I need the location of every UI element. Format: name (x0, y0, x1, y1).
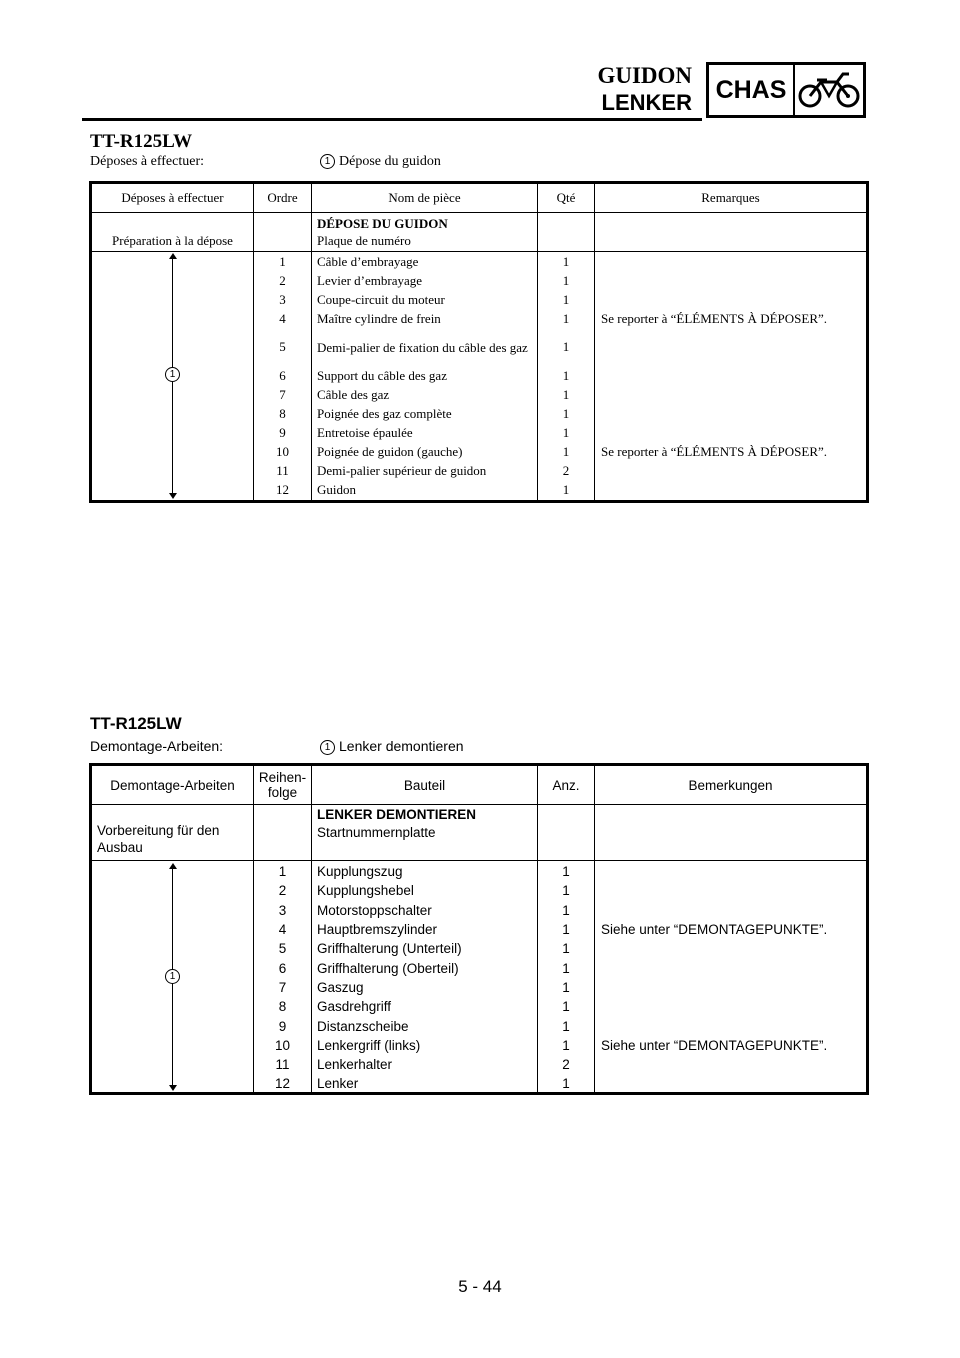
part-name-cell: Griffhalterung (Oberteil) (317, 960, 459, 976)
column-header: Qté (538, 184, 595, 212)
order-column (254, 861, 312, 1092)
order-cell: 2 (278, 883, 287, 899)
order-cell: 9 (279, 424, 286, 440)
arrow-up-icon (169, 253, 177, 259)
remark-cell: Siehe unter “DEMONTAGEPUNKTE”. (601, 922, 828, 937)
qty-cell: 1 (562, 864, 570, 880)
part-name-cell: Lenkergriff (links) (317, 1037, 421, 1053)
preparation-row (92, 805, 866, 861)
german-sub-line (90, 738, 464, 754)
step-number-badge: 1 (320, 740, 335, 755)
order-cell: 7 (278, 979, 287, 995)
qty-cell: 1 (562, 253, 570, 269)
remarks-column (595, 861, 866, 1092)
part-name-cell: Câble des gaz (317, 386, 390, 402)
remark-cell: Se reporter à “ÉLÉMENTS À DÉPOSER”. (601, 444, 828, 459)
prep-label: Préparation à la dépose (92, 213, 254, 251)
section-badge (706, 62, 866, 118)
part-name-cell: Entretoise épaulée (317, 424, 413, 440)
order-cell: 11 (276, 462, 289, 478)
qty-cell: 1 (562, 291, 570, 307)
order-cell: 8 (278, 999, 287, 1015)
part-name-cell: Lenker (317, 1076, 359, 1092)
page-number: 5 - 44 (458, 1277, 502, 1296)
column-header: Bauteil (312, 766, 538, 804)
part-name-cell: Maître cylindre de frein (317, 310, 441, 326)
column-header: Demontage-Arbeiten (92, 766, 254, 804)
remark-cell: Siehe unter “DEMONTAGEPUNKTE”. (601, 1038, 828, 1053)
french-step-text: Dépose du guidon (339, 154, 441, 169)
part-name-cell: Support du câble des gaz (317, 367, 447, 383)
qty-cell: 1 (562, 272, 570, 288)
qty-column (538, 861, 595, 1092)
prep-item: Startnummernplatte (317, 825, 436, 840)
remarks-column (595, 252, 866, 500)
part-name-cell: Distanzscheibe (317, 1018, 409, 1034)
order-cell: 1 (279, 253, 286, 269)
order-cell: 6 (279, 367, 286, 383)
qty-cell: 1 (562, 1076, 570, 1092)
order-cell: 9 (278, 1018, 287, 1034)
part-name-cell: Demi-palier supérieur de guidon (317, 462, 487, 478)
qty-cell: 1 (562, 443, 570, 459)
part-name-cell: Poignée des gaz complète (317, 405, 452, 421)
part-name-cell: Motorstoppschalter (317, 902, 432, 918)
order-cell: 4 (279, 310, 286, 326)
part-name-cell: Hauptbremszylinder (317, 922, 438, 938)
table-header (92, 184, 866, 213)
part-name-cell: Coupe-circuit du moteur (317, 291, 445, 307)
column-header: Remarques (701, 190, 760, 205)
part-name-cell: Câble d’embrayage (317, 253, 419, 269)
prep-label: Vorbereitung für den Ausbau (92, 805, 254, 860)
order-cell: 12 (274, 1076, 291, 1092)
order-cell: 3 (278, 902, 287, 918)
qty-cell: 1 (562, 883, 570, 899)
qty-cell: 1 (562, 941, 570, 957)
qty-cell: 1 (562, 310, 570, 326)
qty-cell: 1 (562, 922, 570, 938)
qty-cell: 1 (562, 902, 570, 918)
part-name-cell: Levier d’embrayage (317, 272, 423, 288)
qty-cell: 1 (562, 367, 570, 383)
steps-body (92, 252, 866, 500)
part-name-cell: Gasdrehgriff (317, 999, 392, 1015)
prep-bold-title: LENKER DEMONTIEREN (317, 807, 477, 822)
french-model-title: TT-R125LW (90, 131, 193, 152)
order-cell: 5 (279, 339, 286, 354)
steps-body (92, 861, 866, 1092)
german-model-title: TT-R125LW (90, 714, 182, 733)
column-header: Nom de pièce (312, 184, 538, 212)
part-name-cell: Kupplungszug (317, 864, 403, 880)
order-cell: 11 (275, 1057, 290, 1073)
qty-cell: 1 (562, 339, 570, 354)
order-cell: 2 (279, 272, 286, 288)
order-cell: 6 (278, 960, 287, 976)
order-cell: 7 (279, 386, 286, 402)
page-header-title (597, 62, 692, 116)
qty-cell: 1 (562, 386, 570, 402)
order-cell: 4 (278, 922, 287, 938)
qty-cell: 1 (562, 960, 570, 976)
qty-cell: 1 (562, 1018, 570, 1034)
table-header (92, 766, 866, 805)
part-name-cell: Gaszug (317, 979, 364, 995)
column-header: Ordre (254, 184, 312, 212)
arrow-up-icon (169, 863, 177, 869)
part-name-cell: Griffhalterung (Unterteil) (317, 941, 462, 957)
remark-cell: Se reporter à “ÉLÉMENTS À DÉPOSER”. (601, 311, 828, 326)
step-group-column (92, 861, 254, 1092)
section-label: CHAS (709, 65, 795, 115)
qty-cell: 1 (562, 979, 570, 995)
order-cell: 10 (276, 443, 289, 459)
part-name-cell: Poignée de guidon (gauche) (317, 443, 463, 459)
column-header: Déposes à effectuer (92, 184, 254, 212)
french-sub-line (90, 154, 441, 170)
part-name-column (312, 252, 538, 500)
part-name-cell: Demi-palier de fixation du câble des gaz (317, 339, 528, 355)
part-name-column (312, 861, 538, 1092)
order-cell: 1 (278, 864, 287, 880)
qty-cell: 2 (562, 462, 570, 478)
order-cell: 5 (278, 941, 287, 957)
step-group-column (92, 252, 254, 500)
preparation-row (92, 213, 866, 252)
column-header: Bemerkungen (688, 777, 773, 793)
qty-cell: 1 (562, 405, 570, 421)
column-header: Reihen-folge (254, 766, 312, 804)
step-number-badge: 1 (165, 969, 180, 984)
arrow-down-icon (169, 493, 177, 499)
step-number-badge: 1 (320, 154, 335, 169)
prep-bold-title: DÉPOSE DU GUIDON (317, 216, 448, 231)
title-fr: GUIDON (597, 63, 692, 88)
qty-column (538, 252, 595, 500)
prep-item: Plaque de numéro (317, 233, 411, 248)
order-cell: 10 (274, 1037, 291, 1053)
qty-cell: 1 (562, 424, 570, 440)
title-de: LENKER (601, 90, 692, 115)
header-rule (82, 118, 702, 121)
order-cell: 8 (279, 405, 286, 421)
part-name-cell: Lenkerhalter (317, 1057, 393, 1073)
step-number-badge: 1 (165, 367, 180, 382)
qty-cell: 2 (562, 1057, 570, 1073)
part-name-cell: Kupplungshebel (317, 883, 414, 899)
french-table (89, 181, 869, 503)
arrow-down-icon (169, 1085, 177, 1091)
order-cell: 3 (279, 291, 286, 307)
order-column (254, 252, 312, 500)
german-step-text: Lenker demontieren (339, 738, 464, 754)
qty-cell: 1 (562, 999, 570, 1015)
german-table (89, 763, 869, 1095)
french-sub-label: Déposes à effectuer: (90, 154, 205, 169)
column-header: Anz. (538, 766, 595, 804)
order-cell: 12 (276, 481, 289, 497)
motorcycle-icon (795, 65, 863, 115)
qty-cell: 1 (562, 1037, 570, 1053)
qty-cell: 1 (562, 481, 570, 497)
german-sub-label: Demontage-Arbeiten: (90, 738, 224, 754)
part-name-cell: Guidon (317, 481, 356, 497)
